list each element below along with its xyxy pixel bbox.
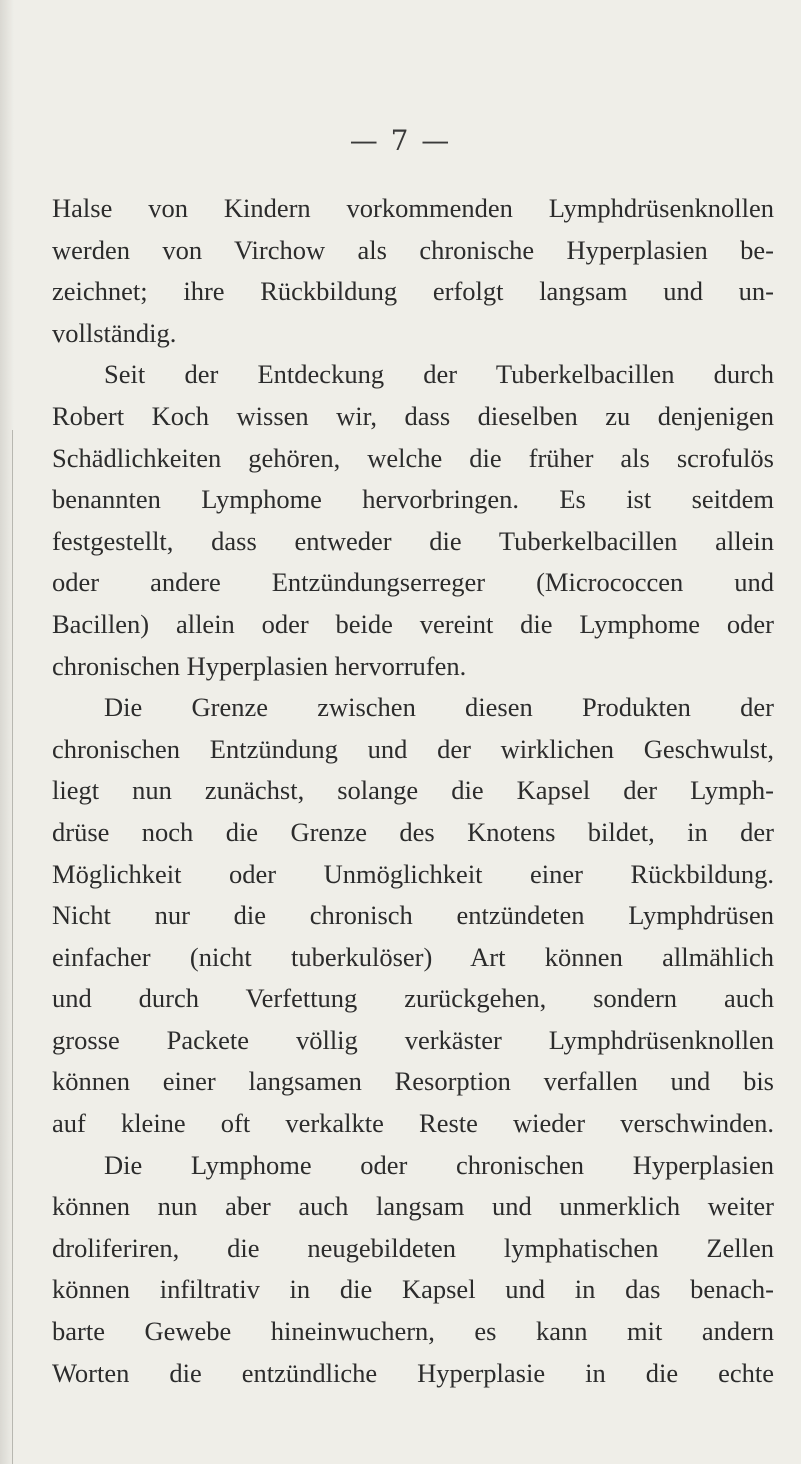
text-line: und durch Verfettung zurückgehen, sondern auch — [52, 983, 774, 1014]
text-line: chronischen Entzündung und der wirklichen Geschwulst, — [52, 733, 774, 764]
text-line: Nicht nur die chronisch entzündeten Lymphdrüsen — [52, 900, 774, 931]
text-line: werden von Virchow als chronische Hyperplasien be- — [52, 234, 774, 265]
text-line: Die Lymphome oder chronischen Hyperplasien — [104, 1149, 774, 1180]
body-text — [52, 188, 774, 1394]
text-line: Seit der Entdeckung der Tuberkelbacillen durch — [104, 359, 774, 390]
text-line: oder andere Entzündungserreger (Micrococcen und — [52, 567, 774, 598]
text-line: können infiltrativ in die Kapsel und in das benach- — [52, 1274, 774, 1305]
text-line: vollständig. — [52, 317, 177, 348]
page-number: — 7 — — [349, 124, 452, 157]
text-line: zeichnet; ihre Rückbildung erfolgt langsam und un- — [52, 276, 774, 307]
text-line: auf kleine oft verkalkte Reste wieder verschwinden. — [52, 1108, 774, 1139]
page-edge-line — [12, 430, 13, 1464]
text-line: drüse noch die Grenze des Knotens bildet, in der — [52, 816, 774, 847]
text-line: droliferiren, die neugebildeten lymphatischen Zellen — [52, 1232, 774, 1263]
text-line: Halse von Kindern vorkommenden Lymphdrüsenknollen — [52, 193, 774, 223]
text-line: chronischen Hyperplasien hervorrufen. — [52, 650, 467, 681]
text-line: liegt nun zunächst, solange die Kapsel der Lymph- — [52, 775, 774, 806]
text-line: Die Grenze zwischen diesen Produkten der — [104, 692, 774, 723]
text-line: können nun aber auch langsam und unmerklich weiter — [52, 1191, 774, 1222]
text-line: können einer langsamen Resorption verfallen und bis — [52, 1066, 774, 1097]
text-line: Worten die entzündliche Hyperplasie in die echte — [52, 1357, 774, 1388]
text-line: Schädlichkeiten gehören, welche die früher als scrofulös — [52, 442, 774, 473]
text-line: Möglichkeit oder Unmöglichkeit einer Rückbildung. — [52, 858, 774, 889]
text-line: einfacher (nicht tuberkulöser) Art können allmählich — [52, 941, 774, 972]
text-line: barte Gewebe hineinwuchern, es kann mit andern — [52, 1316, 774, 1347]
text-line: benannten Lymphome hervorbringen. Es ist seitdem — [52, 484, 774, 515]
text-line: festgestellt, dass entweder die Tuberkelbacillen allein — [52, 525, 774, 556]
text-line: Bacillen) allein oder beide vereint die Lymphome oder — [52, 608, 774, 639]
text-line: grosse Packete völlig verkäster Lymphdrüsenknollen — [52, 1024, 774, 1055]
text-line: Robert Koch wissen wir, dass dieselben zu denjenigen — [52, 400, 774, 431]
